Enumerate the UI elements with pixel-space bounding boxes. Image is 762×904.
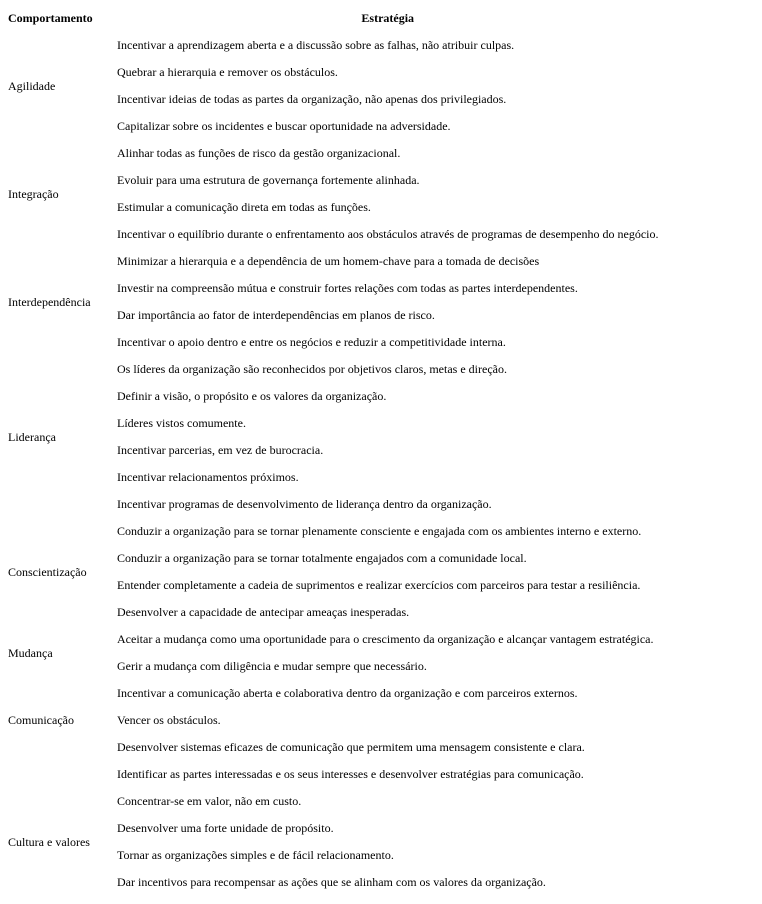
strategy-cell: Dar incentivos para recompensar as ações que se alinham com os valores da organização. <box>117 875 546 889</box>
strategy-cell: Incentivar a comunicação aberta e colaborativa dentro da organização e com parceiros externos. <box>117 686 578 700</box>
table-row <box>8 518 658 545</box>
strategy-cell: Incentivar o equilíbrio durante o enfrentamento aos obstáculos através de programas de desempenho do negócio. <box>117 227 659 241</box>
table-row <box>8 680 658 707</box>
table-row <box>8 248 658 275</box>
strategy-cell: Definir a visão, o propósito e os valores da organização. <box>117 389 387 403</box>
strategy-cell: Incentivar a aprendizagem aberta e a discussão sobre as falhas, não atribuir culpas. <box>117 38 515 52</box>
behavior-cell: Interdependência <box>8 294 91 309</box>
behavior-cell: Liderança <box>8 429 56 444</box>
strategy-cell: Os líderes da organização são reconhecidos por objetivos claros, metas e direção. <box>117 362 507 376</box>
strategy-cell: Investir na compreensão mútua e construir fortes relações com todas as partes interdependentes. <box>117 281 578 295</box>
behavior-cell: Agilidade <box>8 78 56 93</box>
strategy-cell: Identificar as partes interessadas e os seus interesses e desenvolver estratégias para comunicação. <box>117 767 584 781</box>
strategy-cell: Conduzir a organização para se tornar plenamente consciente e engajada com os ambientes interno e externo. <box>117 524 642 538</box>
strategy-cell: Incentivar ideias de todas as partes da organização, não apenas dos privilegiados. <box>117 92 507 106</box>
behavior-cell: Comunicação <box>8 713 74 727</box>
behavior-cell <box>8 761 117 788</box>
behavior-cell: Mudança <box>8 645 53 660</box>
strategy-cell: Gerir a mudança com diligência e mudar sempre que necessário. <box>117 659 427 673</box>
strategy-cell: Tornar as organizações simples e de fácil relacionamento. <box>117 848 394 862</box>
behavior-column-header: Comportamento <box>8 11 93 25</box>
strategy-cell: Líderes vistos comumente. <box>117 416 246 430</box>
table-row <box>8 788 658 815</box>
behavior-cell: Cultura e valores <box>8 834 90 849</box>
strategy-cell: Desenvolver uma forte unidade de propósito. <box>117 821 334 835</box>
strategy-cell: Incentivar parcerias, em vez de burocracia. <box>117 443 324 457</box>
strategy-cell: Entender completamente a cadeia de suprimentos e realizar exercícios com parceiros para testar a resiliência. <box>117 578 641 592</box>
strategy-cell: Evoluir para uma estrutura de governança fortemente alinhada. <box>117 173 420 187</box>
behavior-strategy-table <box>8 5 658 896</box>
strategy-cell: Incentivar programas de desenvolvimento de liderança dentro da organização. <box>117 497 492 511</box>
strategy-cell: Capitalizar sobre os incidentes e buscar oportunidade na adversidade. <box>117 119 451 133</box>
table-body <box>8 32 658 896</box>
table-row <box>8 356 658 383</box>
strategy-cell: Conduzir a organização para se tornar totalmente engajados com a comunidade local. <box>117 551 527 565</box>
strategy-column-header: Estratégia <box>361 11 415 25</box>
behavior-cell: Integração <box>8 186 59 201</box>
strategy-cell: Incentivar o apoio dentro e entre os negócios e reduzir a competitividade interna. <box>117 335 506 349</box>
strategy-cell: Vencer os obstáculos. <box>117 713 221 727</box>
strategy-cell: Estimular a comunicação direta em todas as funções. <box>117 200 371 214</box>
strategy-cell: Dar importância ao fator de interdependências em planos de risco. <box>117 308 435 322</box>
strategy-cell: Alinhar todas as funções de risco da gestão organizacional. <box>117 146 401 160</box>
table-row <box>8 626 658 653</box>
header-row <box>8 5 658 32</box>
strategy-cell: Aceitar a mudança como uma oportunidade para o crescimento da organização e alcançar vantagem estratégica. <box>117 632 654 646</box>
strategy-cell: Quebrar a hierarquia e remover os obstáculos. <box>117 65 338 79</box>
strategy-cell: Incentivar relacionamentos próximos. <box>117 470 299 484</box>
strategy-cell: Desenvolver sistemas eficazes de comunicação que permitem uma mensagem consistente e clara. <box>117 740 585 754</box>
table-row <box>8 140 658 167</box>
table-row <box>8 32 658 59</box>
strategy-cell: Desenvolver a capacidade de antecipar ameaças inesperadas. <box>117 605 410 619</box>
strategy-cell: Minimizar a hierarquia e a dependência de um homem-chave para a tomada de decisões <box>117 254 540 268</box>
behavior-cell: Conscientização <box>8 564 87 579</box>
strategy-cell: Concentrar-se em valor, não em custo. <box>117 794 302 808</box>
table-row <box>8 761 658 788</box>
